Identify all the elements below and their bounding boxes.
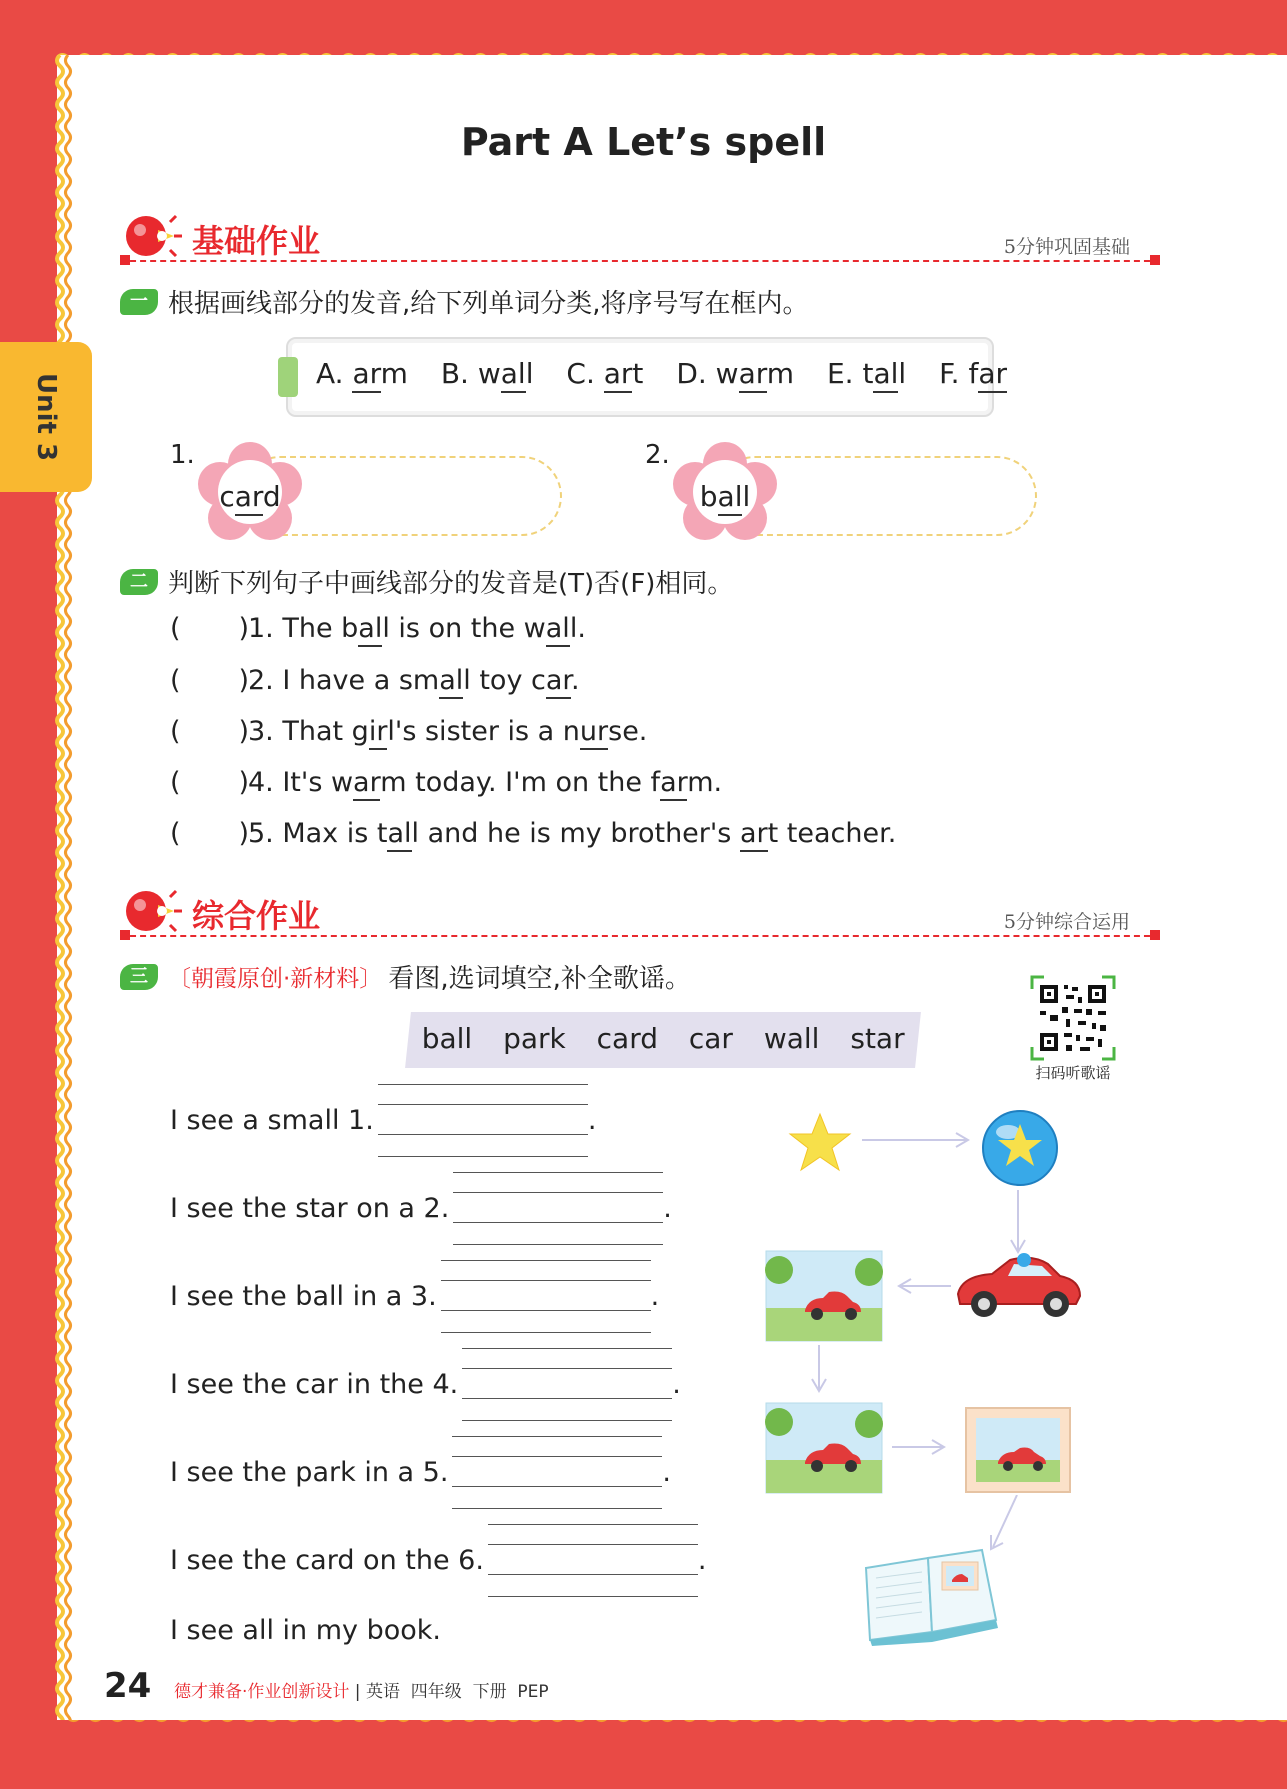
source-tag: 〔朝霞原创·新材料〕 xyxy=(168,966,383,992)
tf-item-2: ( )2. I have a small toy car. xyxy=(170,665,580,696)
option-a: A. arm xyxy=(316,357,408,390)
rhyme-line-4: I see the car in the 4. . xyxy=(170,1369,681,1400)
fill-blank[interactable] xyxy=(452,1458,662,1488)
arrow-icon xyxy=(895,1276,951,1296)
arrow-icon xyxy=(806,1345,832,1395)
fill-blank[interactable] xyxy=(462,1370,672,1400)
fill-blank[interactable] xyxy=(378,1106,588,1136)
park-picture-icon xyxy=(765,1402,883,1494)
category-word: ball xyxy=(675,480,775,513)
question-1-heading xyxy=(120,283,809,320)
tf-item-4: ( )4. It's warm today. I'm on the farm. xyxy=(170,767,722,798)
book-icon xyxy=(862,1548,1002,1648)
unit-tab-label: Unit 3 xyxy=(31,372,61,462)
rhyme-line-5: I see the park in a 5. . xyxy=(170,1457,671,1488)
page-border-left xyxy=(48,55,78,1720)
category-number: 1. xyxy=(170,440,195,470)
answer-paren[interactable]: ( ) xyxy=(170,716,250,747)
option-e: E. tall xyxy=(827,357,906,390)
question-badge: 一 xyxy=(120,289,158,315)
section-divider xyxy=(120,935,1160,937)
option-b: B. wall xyxy=(441,357,534,390)
arrow-icon xyxy=(985,1495,1021,1555)
divider-dot xyxy=(1150,255,1160,265)
footer-edition: PEP xyxy=(517,1682,549,1702)
section-title: 综合作业 xyxy=(192,897,321,935)
answer-paren[interactable]: ( ) xyxy=(170,665,250,696)
question-instruction: 根据画线部分的发音,给下列单词分类,将序号写在框内。 xyxy=(168,289,809,319)
answer-paren[interactable]: ( ) xyxy=(170,818,250,849)
question-badge: 二 xyxy=(120,569,158,595)
rhyme-line-6: I see the card on the 6. . xyxy=(170,1545,707,1576)
footer-volume: 下册 xyxy=(472,1682,507,1702)
question-instruction: 看图,选词填空,补全歌谣。 xyxy=(388,964,691,994)
section-comprehensive-header xyxy=(120,885,1160,945)
arrow-icon xyxy=(862,1130,972,1150)
tf-item-3: ( )3. That girl's sister is a nurse. xyxy=(170,716,647,747)
footer-book-info: 德才兼备·作业创新设计 | 英语 四年级 下册 PEP xyxy=(174,1682,549,1702)
question-3-heading xyxy=(120,958,691,995)
category-number: 2. xyxy=(645,440,670,470)
section-basic-header xyxy=(120,210,1160,270)
rhyme-line-2: I see the star on a 2. . xyxy=(170,1193,672,1224)
option-d: D. warm xyxy=(676,357,794,390)
unit-tab xyxy=(0,342,92,492)
tf-item-5: ( )5. Max is tall and he is my brother's art teacher. xyxy=(170,818,896,849)
fill-blank[interactable] xyxy=(453,1194,663,1224)
word-options-box xyxy=(286,337,1008,417)
question-2-heading xyxy=(120,563,733,600)
question-instruction: 判断下列句子中画线部分的发音是(T)否(F)相同。 xyxy=(168,569,734,599)
box-tab xyxy=(278,357,298,397)
footer-brand: 德才兼备·作业创新设计 xyxy=(174,1682,350,1702)
question-badge: 三 xyxy=(120,964,158,990)
category-word: card xyxy=(200,480,300,513)
page-number: 24 xyxy=(104,1666,152,1706)
fill-blank[interactable] xyxy=(441,1282,651,1312)
rhyme-line-1: I see a small 1. . xyxy=(170,1105,596,1136)
section-note: 5分钟巩固基础 xyxy=(1003,236,1130,258)
answer-paren[interactable]: ( ) xyxy=(170,613,250,644)
qr-label: 扫码听歌谣 xyxy=(1035,1064,1111,1082)
divider-dot xyxy=(1150,930,1160,940)
option-c: C. art xyxy=(566,357,643,390)
option-f: F. far xyxy=(939,357,1007,390)
section-title: 基础作业 xyxy=(192,222,321,260)
divider-dot xyxy=(120,255,130,265)
card-picture-icon xyxy=(962,1404,1074,1496)
arrow-icon xyxy=(892,1437,948,1457)
page-title: Part A Let’s spell xyxy=(460,120,827,164)
rhyme-line-7: I see all in my book. xyxy=(170,1615,442,1646)
park-picture-icon xyxy=(765,1250,883,1342)
rhyme-line-3: I see the ball in a 3. . xyxy=(170,1281,659,1312)
section-divider xyxy=(120,260,1160,262)
star-icon xyxy=(788,1112,852,1172)
category-box-1 xyxy=(170,440,540,534)
red-car-icon xyxy=(952,1250,1084,1320)
answer-paren[interactable]: ( ) xyxy=(170,767,250,798)
tf-item-1: ( )1. The ball is on the wall. xyxy=(170,613,586,644)
option-word: ar xyxy=(352,357,380,393)
word-bank-words: ball park card car wall star xyxy=(421,1022,905,1055)
ball-with-star-icon xyxy=(980,1108,1060,1188)
divider-dot xyxy=(120,930,130,940)
qr-code-icon[interactable] xyxy=(1030,975,1116,1061)
footer-grade: 四年级 xyxy=(410,1682,462,1702)
fill-blank[interactable] xyxy=(488,1546,698,1576)
category-box-2 xyxy=(645,440,1015,534)
word-bank xyxy=(405,1012,921,1068)
footer-subject: 英语 xyxy=(365,1682,400,1702)
section-note: 5分钟综合运用 xyxy=(1003,911,1130,933)
arrow-icon xyxy=(1005,1190,1031,1256)
word-options xyxy=(316,357,1031,390)
